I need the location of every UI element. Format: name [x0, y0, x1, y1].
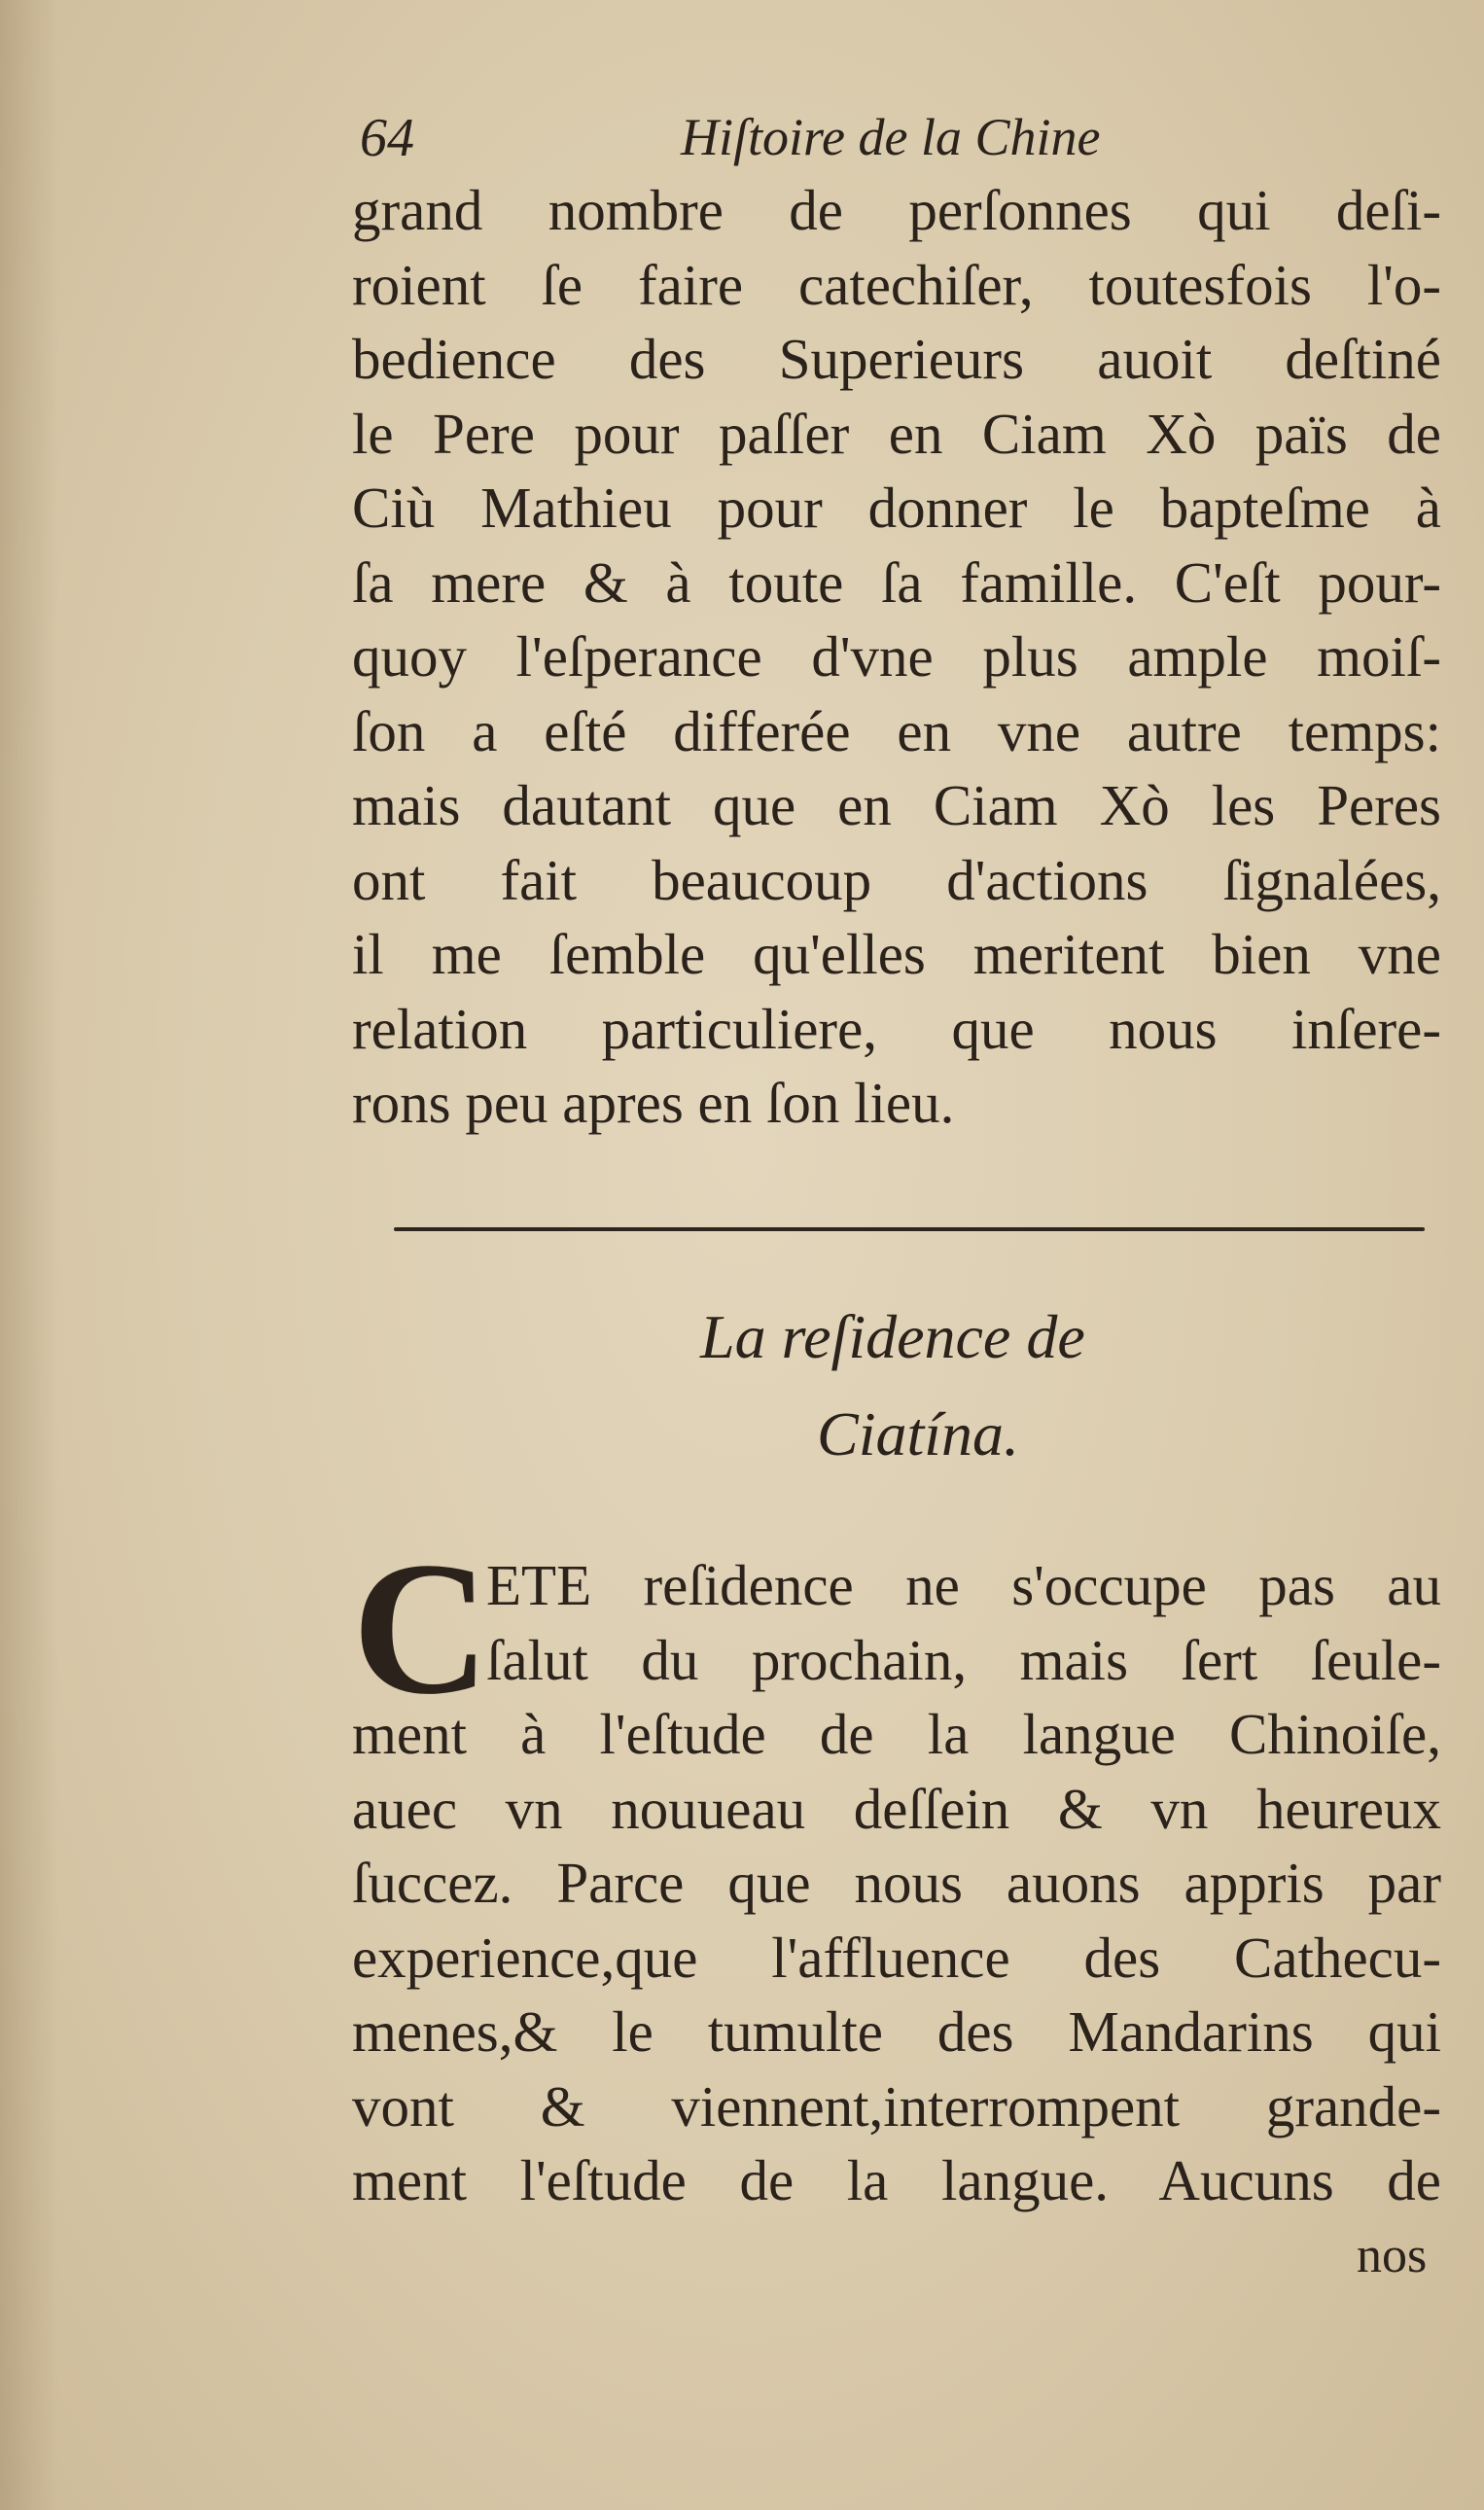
paragraph-bottom [352, 1697, 1441, 2218]
text-line: grand nombre de perſonnes qui deſi- [352, 178, 1441, 242]
text-line: ſalut du prochain, mais ſert ſeule- [486, 1627, 1441, 1692]
text-line: quoy l'eſperance d'vne plus ample moiſ- [352, 624, 1441, 689]
text-line: ſon a eſté differée en vne autre temps: [352, 698, 1441, 763]
text-line: ſa mere & à toute ſa famille. C'eſt pour- [352, 549, 1441, 615]
page-number: 64 [360, 108, 414, 168]
catchword: nos [1357, 2228, 1428, 2283]
text-line [486, 1548, 1441, 1623]
text-line: menes,& le tumulte des Mandarins qui [352, 1999, 1441, 2064]
text-line: relation particuliere, que nous inſere- [352, 996, 1441, 1061]
paragraph-bottom-opening [486, 1548, 1441, 1697]
section-heading [545, 1289, 1225, 1483]
text-line: bedience des Superieurs auoit deſtiné [352, 327, 1441, 391]
running-title: Hiſtoire de la Chine [681, 108, 1101, 166]
text-line: le Pere pour paſſer en Ciam Xò païs de [352, 401, 1441, 466]
text-line: ſuccez. Parce que nous auons appris par [352, 1851, 1441, 1915]
text-line: vont & viennent,interrompent grande- [352, 2073, 1441, 2139]
text-line: ment l'eſtude de la langue. Aucuns de [352, 2148, 1441, 2212]
section-heading-line-1: La reſidence de [700, 1302, 1085, 1371]
section-divider [394, 1227, 1425, 1231]
section-heading-line-2: Ciatína. [817, 1399, 1020, 1468]
text-line: Ciù Mathieu pour donner le bapteſme à [352, 476, 1441, 540]
text-line: il me ſemble qu'elles meritent bien vne [352, 922, 1441, 986]
opening-smallcaps: ETE [486, 1553, 592, 1617]
text-line: mais dautant que en Ciam Xò les Peres [352, 773, 1441, 837]
text-line: experience,que l'affluence des Cathecu- [352, 1925, 1441, 1990]
text-line: roient ſe faire catechiſer, toutesfois l'o- [352, 252, 1441, 317]
drop-cap: C [352, 1523, 490, 1734]
paragraph-top [352, 173, 1441, 1141]
text-line: rons peu apres en ſon lieu. [352, 1071, 955, 1135]
text-line: auec vn nouueau deſſein & vn heureux [352, 1776, 1441, 1841]
text-line: ont fait beaucoup d'actions ſignalées, [352, 847, 1441, 912]
running-head [360, 107, 1430, 175]
text-line: ment à l'eſtude de la langue Chinoiſe, [352, 1702, 1441, 1766]
text-line-content: reſidence ne s'occupe pas au [643, 1553, 1441, 1617]
